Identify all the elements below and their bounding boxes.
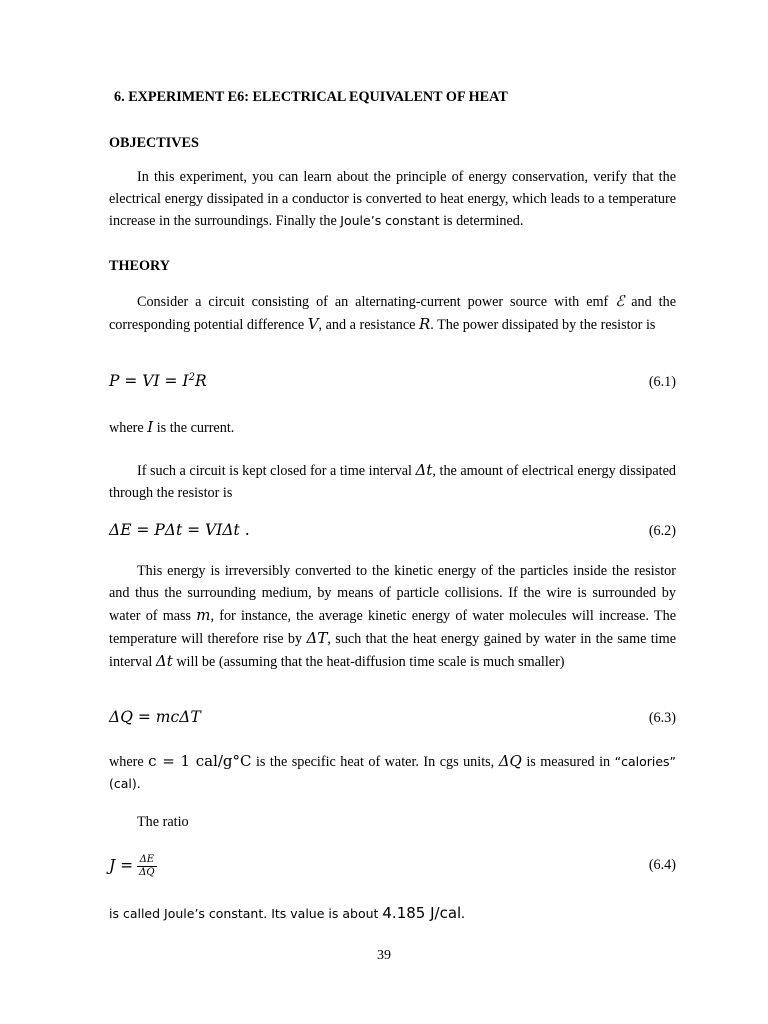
fraction-denominator: ΔQ <box>139 867 155 878</box>
equation-expression <box>109 854 157 879</box>
equation-6-3 <box>109 708 676 732</box>
equation-expression: ΔQ = mcΔT <box>109 708 201 726</box>
theory-paragraph-6: The ratio <box>137 814 189 830</box>
equation-number: (6.1) <box>648 374 676 390</box>
resistance-symbol: R <box>418 315 431 333</box>
equation-number: (6.4) <box>648 857 676 873</box>
joule-term: Joule’s constant <box>340 213 440 228</box>
objectives-text: In this experiment, you can learn about the principle of energy conservation, verify that the electrical energy dissipated in a conductor is converted to heat energy, which leads to a temperature increase in the surroundings. Finally the <box>109 169 676 229</box>
text: is the current. <box>153 420 235 436</box>
text: . The power dissipated by the resistor is <box>430 317 656 333</box>
theory-paragraph-7 <box>109 902 676 925</box>
text: , for instance, the average kinetic energy of water molecules will increase. The temperature will therefore rise by <box>109 608 676 647</box>
objectives-heading: OBJECTIVES <box>109 135 199 151</box>
chapter-title: 6. EXPERIMENT E6: ELECTRICAL EQUIVALENT OF HEAT <box>114 89 508 105</box>
objectives-paragraph <box>109 166 676 232</box>
equation-expression <box>109 372 207 390</box>
current-symbol: I <box>147 418 154 436</box>
theory-paragraph-5 <box>109 750 676 795</box>
text: , and a resistance <box>318 317 419 333</box>
delta-temp-symbol: ΔT <box>306 629 328 647</box>
delta-t-symbol: Δt <box>415 461 433 479</box>
equation-number: (6.2) <box>648 523 676 539</box>
calories-term: “calories” (cal). <box>109 754 677 791</box>
delta-q-symbol: ΔQ <box>498 752 522 770</box>
theory-paragraph-3 <box>109 459 676 504</box>
theory-paragraph-1 <box>109 290 676 336</box>
theory-heading: THEORY <box>109 258 170 274</box>
equation-number: (6.3) <box>648 710 676 726</box>
theory-paragraph-2 <box>109 416 676 439</box>
text: is the specific heat of water. In cgs units, <box>251 754 499 770</box>
equation-6-1 <box>109 372 676 396</box>
fraction <box>137 854 156 879</box>
text: Consider a circuit consisting of an alternating-current power source with emf <box>137 294 616 310</box>
page-number: 39 <box>377 948 391 963</box>
text: If such a circuit is kept closed for a time interval <box>137 463 416 479</box>
specific-heat-value: c = 1 cal/g°C <box>148 752 252 770</box>
equation-expression: ΔE = PΔt = VIΔt . <box>109 521 250 539</box>
objectives-text-end: is determined. <box>439 213 524 229</box>
eq-superscript: 2 <box>188 372 195 383</box>
equation-6-2 <box>109 521 676 545</box>
text: where <box>109 754 149 770</box>
voltage-symbol: V <box>307 315 319 333</box>
text: , such that the heat energy gained by water in the same time interval <box>109 631 676 670</box>
delta-t-symbol: Δt <box>155 652 173 670</box>
joule-constant-value: 4.185 J/cal <box>382 904 462 922</box>
text: , the amount of electrical energy dissipated through the resistor is <box>109 463 677 501</box>
eq-text: R <box>194 372 207 390</box>
text: . <box>461 906 465 922</box>
text: will be (assuming that the heat-diffusion time scale is much smaller) <box>172 654 565 670</box>
eq-text: P = VI = I <box>109 372 189 390</box>
text: and the corresponding potential difference <box>109 294 676 333</box>
text: where <box>109 420 148 436</box>
eq-lhs: J = <box>109 856 134 875</box>
emf-symbol: ℰ <box>615 292 625 310</box>
mass-symbol: m <box>196 606 211 624</box>
text: is called Joule’s constant. Its value is about <box>109 906 383 921</box>
fraction-numerator: ΔE <box>137 854 156 867</box>
text: is measured in <box>521 754 615 770</box>
equation-6-4 <box>109 848 676 882</box>
text: This energy is irreversibly converted to the kinetic energy of the particles inside the resistor and thus the surrounding medium, by means of particle collisions. If the wire is surrounded by water of mass <box>109 563 676 624</box>
theory-paragraph-4 <box>109 560 676 673</box>
